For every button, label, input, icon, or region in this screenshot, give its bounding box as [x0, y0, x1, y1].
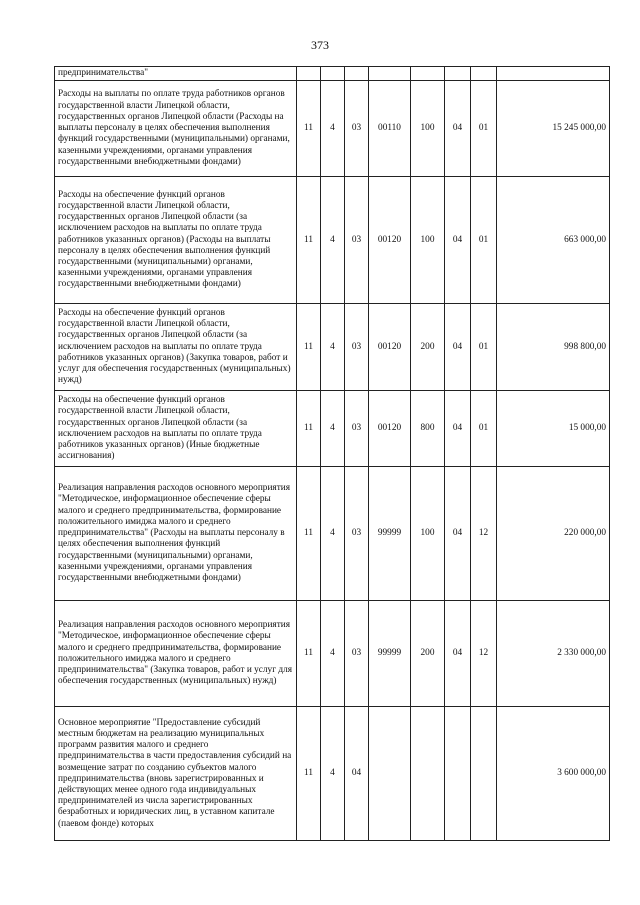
row-description: предпринимательства"	[55, 67, 297, 81]
code-cell	[369, 707, 411, 841]
code-cell: 4	[321, 601, 345, 707]
code-cell: 11	[297, 391, 321, 467]
code-cell: 03	[345, 177, 369, 304]
code-cell: 04	[445, 81, 471, 177]
code-cell: 4	[321, 467, 345, 601]
table-row	[55, 467, 610, 601]
code-cell: 11	[297, 81, 321, 177]
code-cell: 11	[297, 601, 321, 707]
code-cell: 00120	[369, 391, 411, 467]
code-cell: 01	[471, 391, 497, 467]
code-cell	[297, 67, 321, 81]
page-number: 373	[311, 38, 329, 52]
code-cell: 4	[321, 304, 345, 391]
row-description: Реализация направления расходов основного мероприятия "Методическое, информационное обеспечение сферы малого и среднего предпринимательства, формирование положительного имиджа малого и среднего предпринимательства" (Расходы на выплаты персоналу в целях обеспечения выполнения функций государственными (муниципальными) органами, казенными учреждениями, органами управления государственными внебюджетными фондами)	[55, 467, 297, 601]
amount-cell: 998 800,00	[497, 304, 610, 391]
amount-cell	[497, 67, 610, 81]
code-cell: 04	[445, 177, 471, 304]
code-cell: 03	[345, 304, 369, 391]
table-row	[55, 67, 610, 81]
code-cell: 800	[411, 391, 445, 467]
code-cell: 99999	[369, 601, 411, 707]
table-row	[55, 81, 610, 177]
code-cell: 4	[321, 81, 345, 177]
code-cell: 11	[297, 304, 321, 391]
code-cell	[445, 67, 471, 81]
code-cell: 04	[345, 707, 369, 841]
table-row	[55, 391, 610, 467]
budget-table	[54, 66, 610, 841]
code-cell: 4	[321, 391, 345, 467]
code-cell: 03	[345, 81, 369, 177]
code-cell: 04	[445, 391, 471, 467]
code-cell: 04	[445, 304, 471, 391]
code-cell: 01	[471, 304, 497, 391]
table-row	[55, 707, 610, 841]
code-cell	[321, 67, 345, 81]
amount-cell: 663 000,00	[497, 177, 610, 304]
code-cell	[369, 67, 411, 81]
row-description: Расходы на обеспечение функций органов государственной власти Липецкой области, государственных органов Липецкой области (за исключением расходов на выплаты по оплате труда работников указанных органов) (Иные бюджетные ассигнования)	[55, 391, 297, 467]
code-cell	[411, 707, 445, 841]
amount-cell: 15 245 000,00	[497, 81, 610, 177]
code-cell	[471, 67, 497, 81]
code-cell: 12	[471, 467, 497, 601]
code-cell: 200	[411, 304, 445, 391]
code-cell: 00110	[369, 81, 411, 177]
row-description: Основное мероприятие "Предоставление субсидий местным бюджетам на реализацию муниципальных программ развития малого и среднего предпринимательства в части предоставления субсидий на возмещение затрат по созданию субъектов малого предпринимательства (вновь зарегистрированных и действующих менее одного года индивидуальных предпринимателей из числа зарегистрированных безработных и юридических лиц, в уставном капитале (паевом фонде) которых	[55, 707, 297, 841]
code-cell: 11	[297, 707, 321, 841]
code-cell: 00120	[369, 177, 411, 304]
code-cell: 12	[471, 601, 497, 707]
row-description: Расходы на выплаты по оплате труда работников органов государственной власти Липецкой области, государственных органов Липецкой области (Расходы на выплаты персоналу в целях обеспечения выполнения функций государственными (муниципальными) органами, казенными учреждениями, органами управления государственными внебюджетными фондами)	[55, 81, 297, 177]
code-cell: 4	[321, 177, 345, 304]
code-cell: 01	[471, 177, 497, 304]
table-row	[55, 177, 610, 304]
code-cell: 04	[445, 467, 471, 601]
table-row	[55, 601, 610, 707]
table-row	[55, 304, 610, 391]
amount-cell: 220 000,00	[497, 467, 610, 601]
code-cell: 99999	[369, 467, 411, 601]
code-cell: 100	[411, 177, 445, 304]
code-cell: 01	[471, 81, 497, 177]
amount-cell: 2 330 000,00	[497, 601, 610, 707]
amount-cell: 3 600 000,00	[497, 707, 610, 841]
row-description: Расходы на обеспечение функций органов государственной власти Липецкой области, государственных органов Липецкой области (за исключением расходов на выплаты по оплате труда работников указанных органов) (Закупка товаров, работ и услуг для обеспечения государственных (муниципальных) нужд)	[55, 304, 297, 391]
code-cell	[411, 67, 445, 81]
code-cell: 200	[411, 601, 445, 707]
code-cell: 11	[297, 467, 321, 601]
code-cell: 03	[345, 391, 369, 467]
code-cell: 04	[445, 601, 471, 707]
code-cell	[345, 67, 369, 81]
code-cell: 00120	[369, 304, 411, 391]
row-description: Расходы на обеспечение функций органов государственной власти Липецкой области, государственных органов Липецкой области (за исключением расходов на выплаты по оплате труда работников указанных органов) (Расходы на выплаты персоналу в целях обеспечения выполнения функций государственными (муниципальными) органами, казенными учреждениями, органами управления государственными внебюджетными фондами)	[55, 177, 297, 304]
code-cell	[471, 707, 497, 841]
amount-cell: 15 000,00	[497, 391, 610, 467]
code-cell: 03	[345, 467, 369, 601]
code-cell: 100	[411, 81, 445, 177]
code-cell: 03	[345, 601, 369, 707]
code-cell: 100	[411, 467, 445, 601]
code-cell: 4	[321, 707, 345, 841]
code-cell: 11	[297, 177, 321, 304]
row-description: Реализация направления расходов основного мероприятия "Методическое, информационное обеспечение сферы малого и среднего предпринимательства, формирование положительного имиджа малого и среднего предпринимательства" (Закупка товаров, работ и услуг для обеспечения государственных (муниципальных) нужд)	[55, 601, 297, 707]
code-cell	[445, 707, 471, 841]
